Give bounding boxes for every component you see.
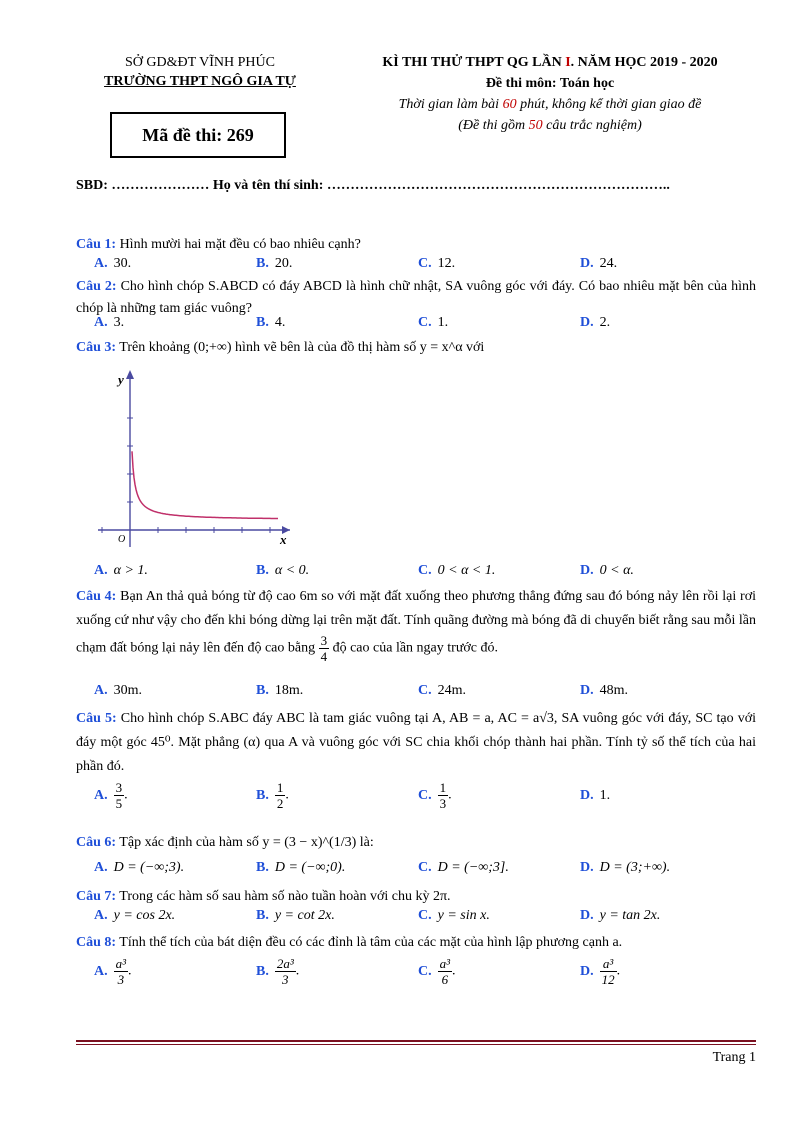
option-d: D. 1. <box>580 788 611 803</box>
option-b: B. D = (−∞;0). <box>256 860 346 875</box>
question-2: Câu 2: Cho hình chóp S.ABCD có đáy ABCD là hình chữ nhật, SA vuông góc với đáy. Có bao nhiêu mặt bên của hình chóp là những tam giác vuông? <box>76 279 756 316</box>
option-b: B. α < 0. <box>256 563 310 578</box>
exam-time: Thời gian làm bài 60 phút, không kể thời gian giao đề <box>398 97 702 112</box>
school-name: TRƯỜNG THPT NGÔ GIA TỰ <box>104 74 296 89</box>
question-5-options <box>94 780 754 816</box>
power-function-graph <box>90 362 300 552</box>
option-c: C. 12. <box>418 256 456 271</box>
option-b: B. $\frac{\text{2a³}}{3}$ . <box>256 956 300 987</box>
option-c: C. $\frac{\text{a³}}{6}$ . <box>418 956 456 987</box>
option-d: D. $\frac{\text{a³}}{12}$ . <box>580 956 621 987</box>
question-5: Câu 5: Cho hình chóp S.ABC đáy ABC là tam giác vuông tại A, AB = a, AC = a√3, SA vuông góc với đáy, SC tạo với đáy một góc 45⁰. Mặt phẳng (α) qua A và vuông góc với SC chia khối chóp thành hai phần. Tính tỷ số thể tích của hai phần đó. <box>76 711 757 774</box>
footer-rule-top <box>76 1040 756 1042</box>
exam-code-box <box>110 112 286 158</box>
exam-question-count: (Đề thi gồm 50 câu trắc nghiệm) <box>458 118 642 133</box>
question-1-options <box>94 256 754 276</box>
question-3-options <box>94 563 754 583</box>
exam-subject: Đề thi môn: Toán học <box>485 76 615 91</box>
question-3: Câu 3: Trên khoảng (0;+∞) hình vẽ bên là của đồ thị hàm số y = x^α với <box>76 340 485 355</box>
option-a: A. 3. <box>94 315 125 330</box>
option-a: A. y = cos 2x. <box>94 908 176 923</box>
option-a: A. 30. <box>94 256 132 271</box>
page-number: Trang 1 <box>712 1050 756 1065</box>
option-c: C. 1. <box>418 315 449 330</box>
option-d: D. D = (3;+∞). <box>580 860 671 875</box>
option-b: B. y = cot 2x. <box>256 908 335 923</box>
y-axis-label: y <box>118 372 124 387</box>
option-c: C. 0 < α < 1. <box>418 563 496 578</box>
option-c: C. D = (−∞;3]. <box>418 860 509 875</box>
exam-title: KÌ THI THỬ THPT QG LẦN I. NĂM HỌC 2019 - 2020 <box>382 55 718 70</box>
fraction: $\frac{3}{4}$ <box>320 633 328 664</box>
question-2-options <box>94 315 754 335</box>
option-b: B. 20. <box>256 256 293 271</box>
question-1: Câu 1: Hình mười hai mặt đều có bao nhiêu cạnh? <box>76 237 361 252</box>
option-c: C. y = sin x. <box>418 908 490 923</box>
question-8: Câu 8: Tính thể tích của bát diện đều có các đỉnh là tâm của các mặt của hình lập phương cạnh a. <box>76 935 623 950</box>
option-a: A. D = (−∞;3). <box>94 860 185 875</box>
origin-label: O <box>118 534 126 545</box>
option-b: B. 18m. <box>256 683 304 698</box>
option-d: D. 24. <box>580 256 618 271</box>
option-a: A. 30m. <box>94 683 143 698</box>
option-d: D. y = tan 2x. <box>580 908 661 923</box>
curve-y-equals-x-power-alpha <box>132 451 278 518</box>
option-a: A. $\frac{3}{5}$ . <box>94 780 128 811</box>
question-4: Câu 4: Bạn An thả quả bóng từ độ cao 6m so với mặt đất xuống theo phương thẳng đứng sau đó bóng nảy lên rồi lại rơi xuống cứ như vậy cho đến khi bóng dừng lại trên mặt đất. Tính quãng đường mà bóng đã di chuyển biết rằng sau mỗi lần chạm đất bóng lại nảy lên đến độ cao bằng $\frac{3}{4}$ độ cao của lần ngay trước đó. <box>76 589 757 664</box>
option-a: A. $\frac{\text{a³}}{3}$ . <box>94 956 132 987</box>
exam-code: Mã đề thi: 269 <box>142 125 254 145</box>
option-d: D. 2. <box>580 315 611 330</box>
candidate-info-line: SBD: ………………… Họ và tên thí sinh: ……………………………………………………………….. <box>76 178 670 193</box>
option-a: A. α > 1. <box>94 563 148 578</box>
x-axis-label: x <box>280 532 287 547</box>
question-7-options <box>94 908 754 928</box>
footer-rule-bottom <box>76 1044 756 1045</box>
department-name: SỞ GD&ĐT VĨNH PHÚC <box>124 55 275 70</box>
option-b: B. 4. <box>256 315 286 330</box>
y-axis-arrow <box>126 370 134 379</box>
question-4-options <box>94 683 754 703</box>
option-c: C. 24m. <box>418 683 467 698</box>
option-b: B. $\frac{1}{2}$ . <box>256 780 289 811</box>
question-6-options <box>94 860 754 880</box>
option-d: D. 0 < α. <box>580 563 634 578</box>
option-c: C. $\frac{1}{3}$ . <box>418 780 452 811</box>
option-d: D. 48m. <box>580 683 629 698</box>
question-8-options <box>94 956 754 992</box>
question-7: Câu 7: Trong các hàm số sau hàm số nào tuần hoàn với chu kỳ 2π. <box>76 889 451 904</box>
question-6: Câu 6: Tập xác định của hàm số y = (3 − x)^(1/3) là: <box>76 835 374 850</box>
